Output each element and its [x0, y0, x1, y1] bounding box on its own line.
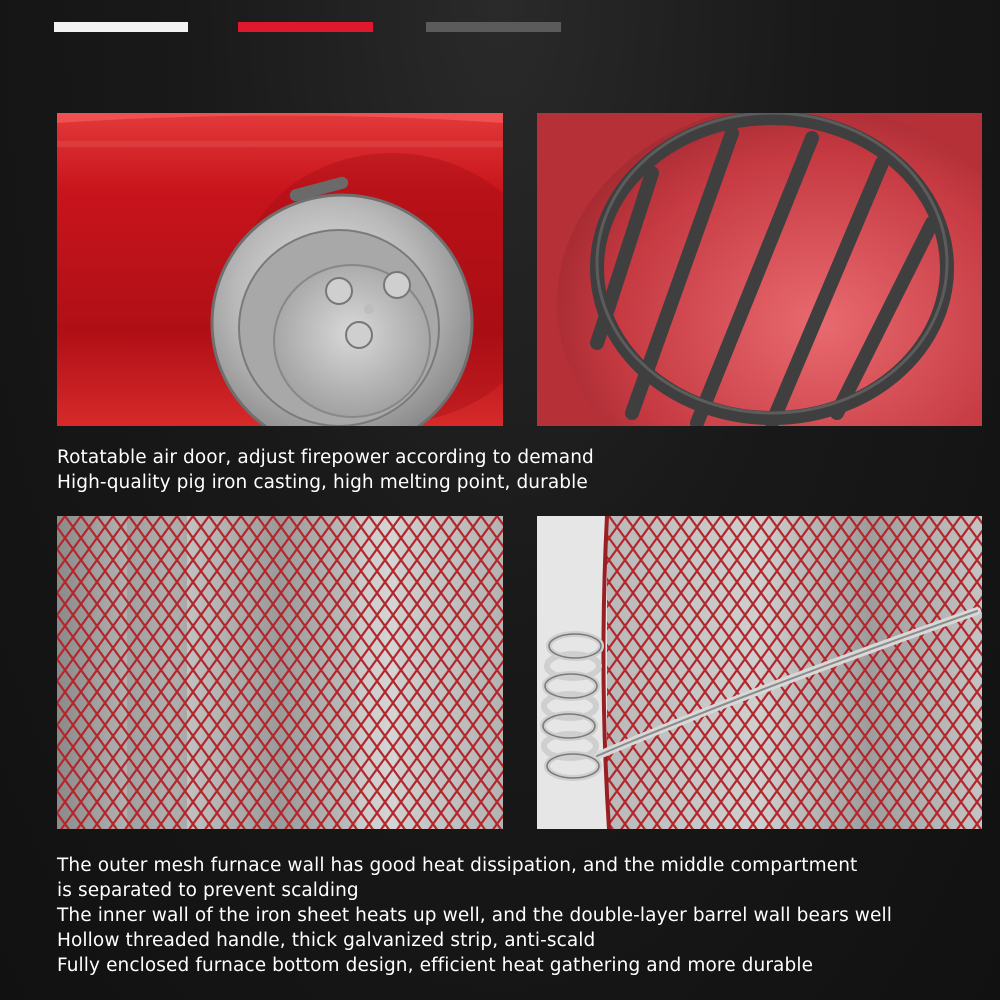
caption-bottom-line-5: Fully enclosed furnace bottom design, efficient heat gathering and more durable: [57, 955, 814, 976]
coil-handle-photo: [537, 516, 982, 829]
tab-indicator-red: [238, 22, 373, 32]
outer-mesh-wall-photo: [57, 516, 503, 829]
tab-indicator-gray: [426, 22, 561, 32]
tab-indicator-white: [54, 22, 188, 32]
caption-bottom-line-3: The inner wall of the iron sheet heats up well, and the double-layer barrel wall bears well: [57, 905, 892, 926]
caption-bottom-line-2: is separated to prevent scalding: [57, 880, 359, 901]
caption-bottom-line-4: Hollow threaded handle, thick galvanized strip, anti-scald: [57, 930, 596, 951]
cast-iron-grate-photo: [537, 113, 982, 426]
caption-bottom-line-1: The outer mesh furnace wall has good heat dissipation, and the middle compartment: [57, 855, 858, 876]
air-door-photo: [57, 113, 503, 426]
caption-top-line-1: Rotatable air door, adjust firepower according to demand: [57, 447, 594, 468]
caption-top-line-2: High-quality pig iron casting, high melting point, durable: [57, 472, 588, 493]
